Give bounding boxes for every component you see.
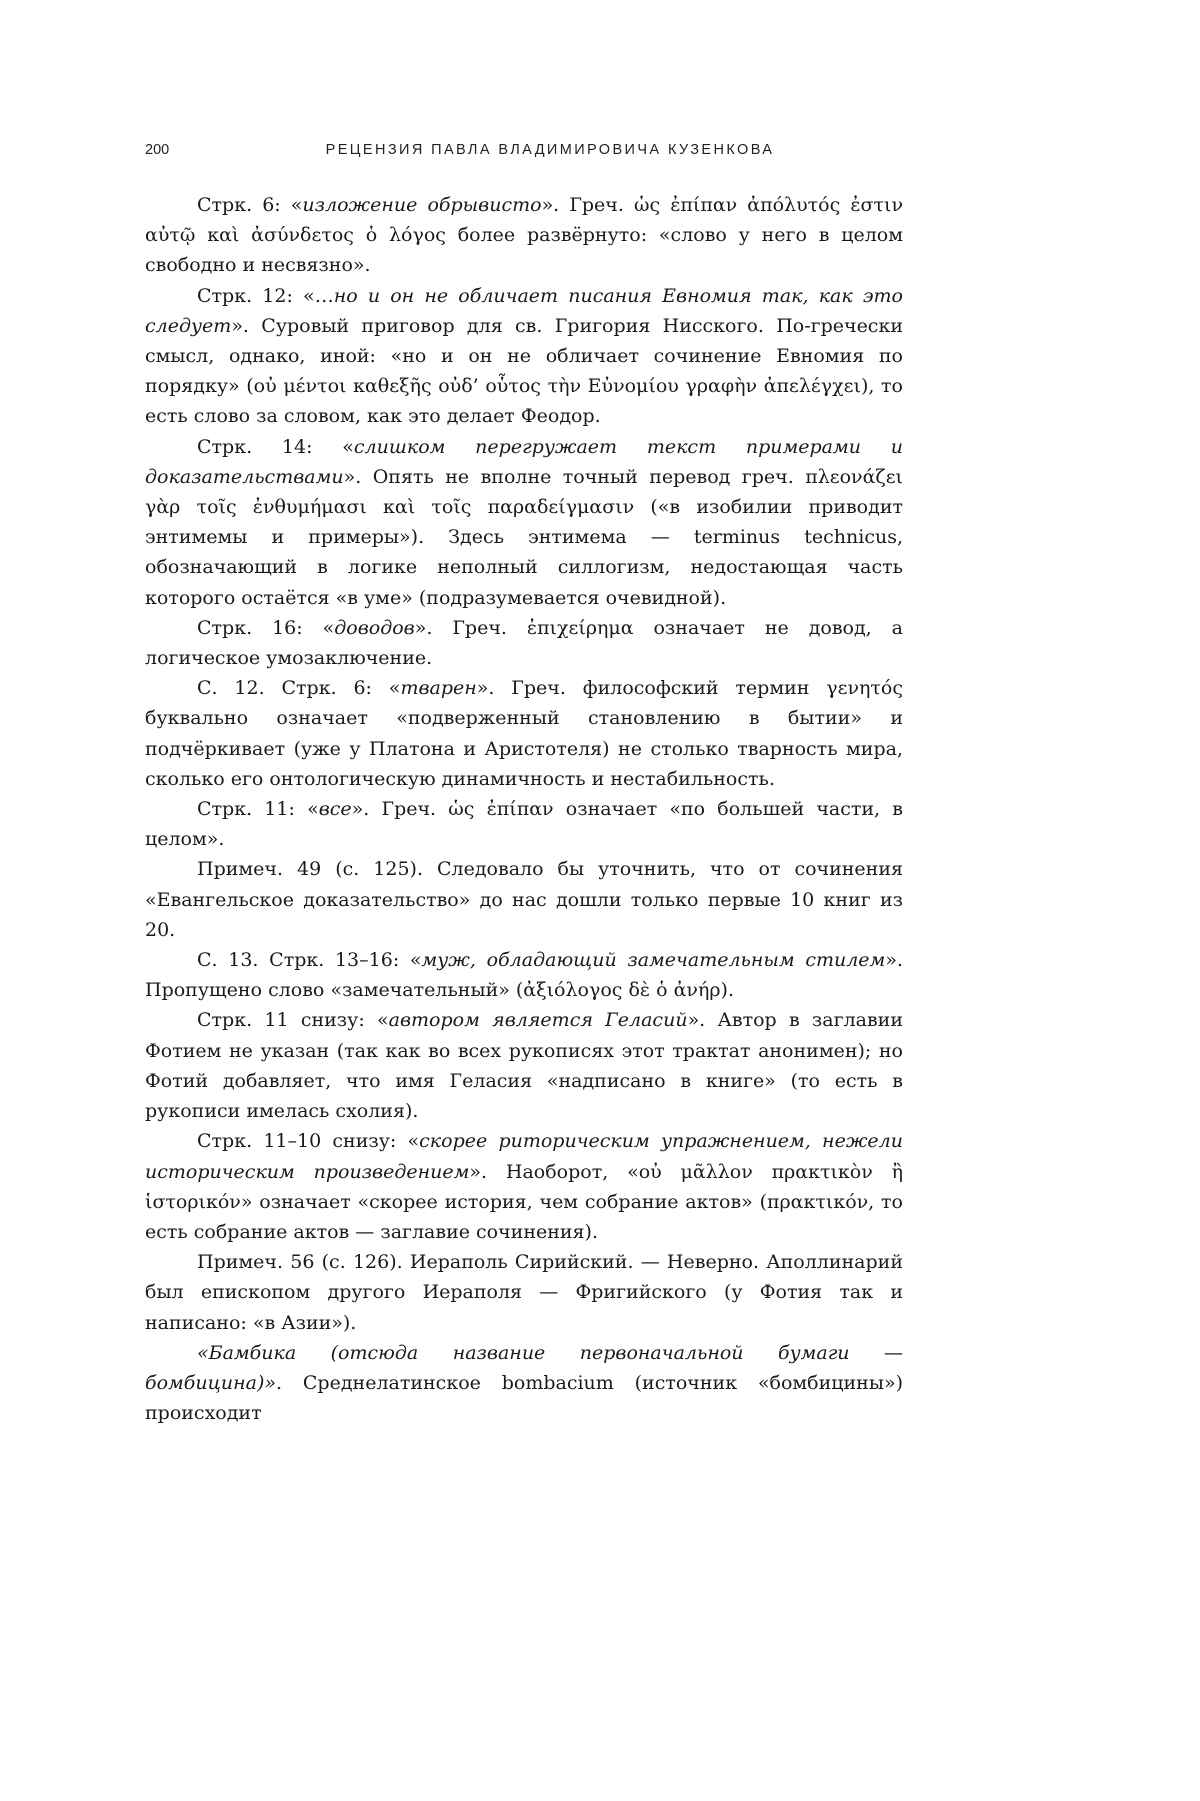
paragraph: Стрк. 11 снизу: «автором является Геласий». Автор в заглавии Фотием не указан (так как во всех рукописях этот трактат анонимен); но Фотий добавляет, что имя Геласия «надписано в книге» (то есть в рукописи имелась схолия). <box>145 1009 903 1123</box>
paragraph: Стрк. 14: «слишком перегружает текст примерами и доказательствами». Опять не вполне точный перевод греч. πλεονάζει γὰρ τοῖς ἐνθυμήμασι καὶ τοῖς παραδείγμασιν («в изобилии приводит энтимемы и примеры»). Здесь энтимема — terminus technicus, обозначающий в логике неполный силлогизм, недостающая часть которого остаётся «в уме» (подразумевается очевидной). <box>145 435 903 609</box>
paragraph: Примеч. 49 (с. 125). Следовало бы уточнить, что от сочинения «Евангельское доказательство» до нас дошли только первые 10 книг из 20. <box>145 858 903 941</box>
paragraph: «Бамбика (отсюда название первоначальной бумаги — бомбицина)». Среднелатинское bombacium (источник «бомбицины») происходит <box>145 1341 903 1425</box>
paragraph: Стрк. 16: «доводов». Греч. ἐπιχείρημα означает не довод, а логическое умозаключение. <box>145 616 903 670</box>
running-title: РЕЦЕНЗИЯ ПАВЛА ВЛАДИМИРОВИЧА КУЗЕНКОВА <box>325 142 775 158</box>
paragraph: Примеч. 56 (с. 126). Иераполь Сирийский. — Неверно. Аполлинарий был епископом другого Иераполя — Фригийского (у Фотия так и написано: «в Азии»). <box>145 1251 903 1334</box>
page-header <box>145 142 903 166</box>
paragraph: Стрк. 6: «изложение обрывисто». Греч. ὡς ἐπίπαν ἀπόλυτός ἐστιν αὐτῷ καὶ ἀσύνδετος ὁ λόγος более развёрнуто: «слово у него в целом свободно и несвязно». <box>145 194 903 277</box>
paragraph: С. 12. Стрк. 6: «тварен». Греч. философский термин γενητός буквально означает «подверженный становлению в бытии» и подчёркивает (уже у Платона и Аристотеля) не столько тварность мира, сколько его онтологическую динамичность и нестабильность. <box>145 677 903 790</box>
paragraph: Стрк. 12: «…но и он не обличает писания Евномия так, как это следует». Суровый приговор для св. Григория Нисского. По-гречески смысл, однако, иной: «но и он не обличает сочинение Евномия по порядку» (οὐ μέντοι καθεξῆς οὐδ’ οὗτος τὴν Εὐνομίου γραφὴν ἀπελέγχει), то есть слово за словом, как это делает Феодор. <box>145 284 903 428</box>
page-number: 200 <box>145 142 170 158</box>
paragraph: Стрк. 11–10 снизу: «скорее риторическим упражнением, нежели историческим произведением». Наоборот, «οὐ μᾶλλον πρακτικὸν ἢ ἱστορικόν» означает «скорее история, чем собрание актов» (πρακτικόν, то есть собрание актов — заглавие сочинения). <box>145 1130 904 1243</box>
page-body <box>145 190 903 1428</box>
paragraph: С. 13. Стрк. 13–16: «муж, обладающий замечательным стилем». Пропущено слово «замечательный» (ἀξιόλογος δὲ ὁ ἀνήρ). <box>145 949 903 1002</box>
paragraph: Стрк. 11: «все». Греч. ὡς ἐπίπαν означает «по большей части, в целом». <box>145 798 903 851</box>
